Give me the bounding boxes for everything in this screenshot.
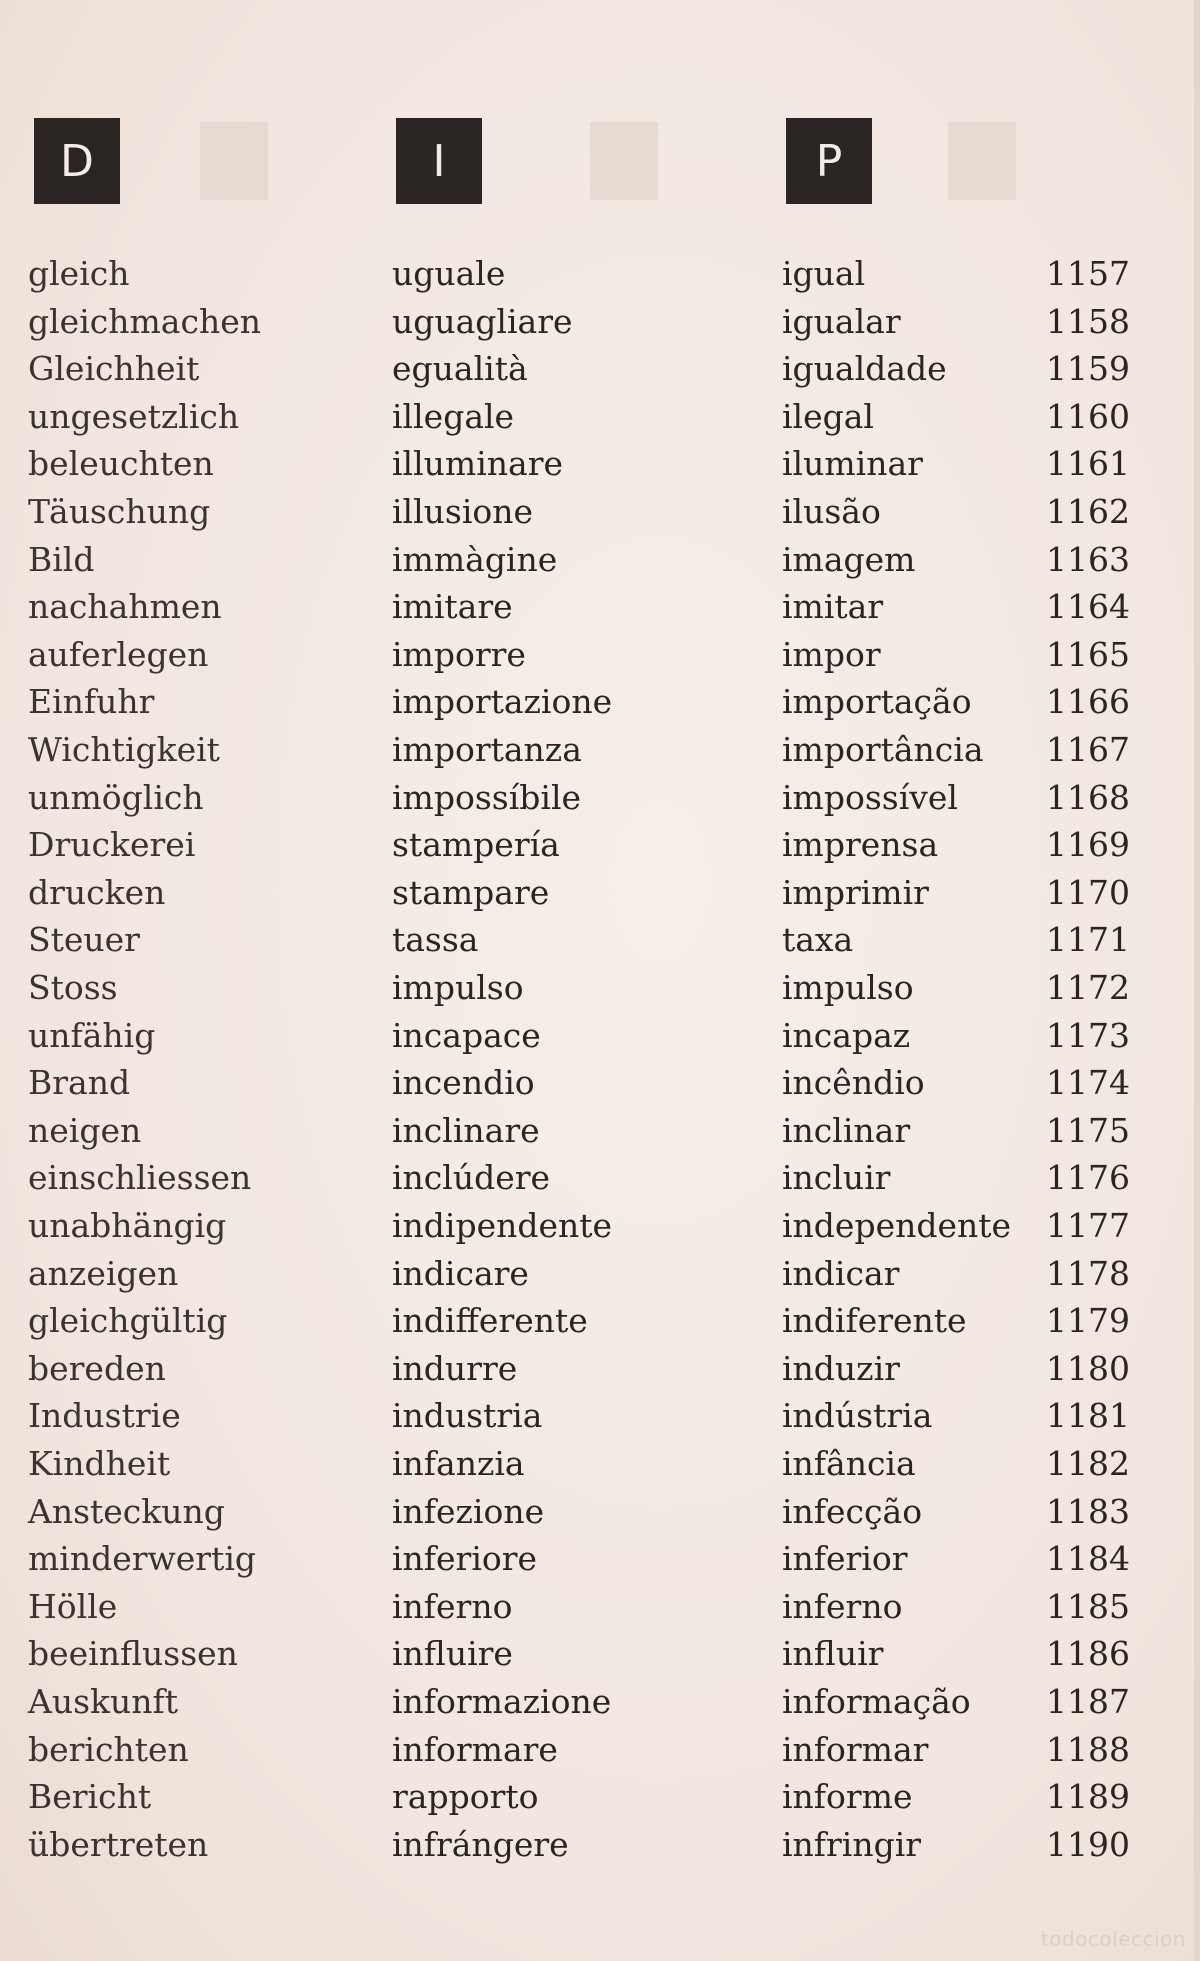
entry-german: drucken	[28, 872, 166, 912]
entry-number: 1177	[1046, 1206, 1130, 1245]
entry-italian: illuminare	[392, 444, 563, 484]
entry-row	[0, 1392, 1200, 1439]
entry-number: 1182	[1046, 1444, 1130, 1483]
entry-portuguese: incêndio	[782, 1063, 925, 1103]
entry-italian: stampería	[392, 825, 560, 865]
entry-italian: inferiore	[392, 1539, 538, 1579]
entry-german: unabhängig	[28, 1206, 227, 1245]
entry-number: 1167	[1046, 730, 1130, 769]
entry-portuguese: induzir	[782, 1348, 900, 1388]
entry-row	[0, 393, 1200, 440]
entry-german: anzeigen	[28, 1253, 179, 1293]
entry-number: 1176	[1046, 1158, 1130, 1198]
entry-row	[0, 1678, 1200, 1725]
entry-row	[0, 1726, 1200, 1773]
entry-number: 1183	[1046, 1491, 1130, 1531]
entry-portuguese: impulso	[782, 968, 914, 1007]
entry-german: minderwertig	[28, 1539, 257, 1579]
entry-italian: illusione	[392, 492, 534, 531]
entry-italian: indifferente	[392, 1301, 588, 1341]
entry-portuguese: indústria	[782, 1396, 933, 1436]
entry-portuguese: imitar	[782, 587, 884, 627]
entry-portuguese: imagem	[782, 539, 916, 579]
entry-number: 1186	[1046, 1634, 1130, 1674]
entry-german: beeinflussen	[28, 1634, 238, 1674]
entry-italian: informare	[392, 1729, 558, 1769]
watermark: todocoleccion	[1040, 1927, 1186, 1951]
entry-number: 1162	[1046, 492, 1130, 531]
entry-row	[0, 583, 1200, 630]
entry-italian: indicare	[392, 1253, 529, 1293]
entry-italian: imitare	[392, 587, 513, 627]
entry-number: 1161	[1046, 444, 1130, 484]
entry-number: 1185	[1046, 1586, 1130, 1626]
entry-german: Ansteckung	[28, 1491, 225, 1531]
entry-row	[0, 536, 1200, 583]
entry-italian: uguagliare	[392, 301, 573, 341]
entry-row	[0, 1012, 1200, 1059]
entry-row	[0, 1202, 1200, 1249]
entry-row	[0, 298, 1200, 345]
entry-row	[0, 726, 1200, 773]
column-header-italian	[396, 118, 482, 204]
entry-italian: inclinare	[392, 1110, 540, 1150]
entry-row	[0, 1107, 1200, 1154]
entry-german: auferlegen	[28, 634, 209, 674]
entry-portuguese: indiferente	[782, 1301, 967, 1341]
entry-italian: infezione	[392, 1491, 545, 1531]
entry-row	[0, 1773, 1200, 1820]
entry-portuguese: taxa	[782, 920, 854, 960]
entry-row	[0, 440, 1200, 487]
entry-italian: rapporto	[392, 1777, 539, 1817]
entry-row	[0, 631, 1200, 678]
entry-number: 1175	[1046, 1110, 1130, 1150]
entry-portuguese: incapaz	[782, 1015, 911, 1055]
entry-german: einschliessen	[28, 1158, 252, 1198]
entry-italian: uguale	[392, 254, 506, 293]
column-header-german-label: D	[60, 135, 94, 187]
entry-italian: influire	[392, 1634, 513, 1674]
entry-portuguese: incluir	[782, 1158, 891, 1198]
entry-italian: indipendente	[392, 1206, 613, 1245]
entry-row	[0, 1154, 1200, 1201]
entry-row	[0, 964, 1200, 1011]
entry-german: bereden	[28, 1348, 166, 1388]
entry-row	[0, 1630, 1200, 1677]
entry-german: Industrie	[28, 1396, 181, 1436]
entry-portuguese: inferno	[782, 1586, 903, 1626]
entry-row	[0, 1059, 1200, 1106]
entry-portuguese: impossível	[782, 777, 958, 817]
entry-portuguese: igual	[782, 254, 866, 293]
entry-italian: industria	[392, 1396, 543, 1436]
entry-german: Gleichheit	[28, 349, 200, 389]
entry-row	[0, 1250, 1200, 1297]
entry-number: 1180	[1046, 1348, 1130, 1388]
entry-german: nachahmen	[28, 587, 222, 627]
entry-number: 1169	[1046, 825, 1130, 865]
entry-number: 1170	[1046, 872, 1130, 912]
column-header-portuguese-label: P	[815, 135, 843, 187]
entry-portuguese: importância	[782, 730, 984, 769]
entry-portuguese: indicar	[782, 1253, 900, 1293]
entry-italian: indurre	[392, 1348, 518, 1388]
entry-italian: stampare	[392, 872, 550, 912]
entry-german: beleuchten	[28, 444, 214, 484]
entry-row	[0, 1583, 1200, 1630]
entry-german: übertreten	[28, 1824, 209, 1864]
entry-row	[0, 869, 1200, 916]
entry-german: gleichgültig	[28, 1301, 228, 1341]
entry-italian: impulso	[392, 968, 524, 1007]
entry-italian: egualità	[392, 349, 528, 389]
entry-german: unfähig	[28, 1015, 156, 1055]
entry-row	[0, 774, 1200, 821]
entry-row	[0, 1297, 1200, 1344]
entry-number: 1189	[1046, 1777, 1130, 1817]
entry-german: unmöglich	[28, 777, 204, 817]
entry-row	[0, 678, 1200, 725]
entry-german: Stoss	[28, 968, 118, 1007]
entry-italian: incapace	[392, 1015, 541, 1055]
entry-number: 1181	[1046, 1396, 1130, 1436]
entry-number: 1184	[1046, 1539, 1130, 1579]
entry-italian: impossíbile	[392, 777, 582, 817]
entry-italian: illegale	[392, 396, 515, 436]
entry-number: 1168	[1046, 777, 1130, 817]
entry-german: berichten	[28, 1729, 189, 1769]
entry-portuguese: iluminar	[782, 444, 923, 484]
entry-portuguese: infecção	[782, 1491, 923, 1531]
entry-german: Kindheit	[28, 1444, 171, 1483]
entry-number: 1190	[1046, 1824, 1130, 1864]
entry-portuguese: inclinar	[782, 1110, 911, 1150]
entry-portuguese: infringir	[782, 1824, 922, 1864]
entry-portuguese: informar	[782, 1729, 929, 1769]
entry-row	[0, 821, 1200, 868]
entry-row	[0, 1345, 1200, 1392]
entry-portuguese: informe	[782, 1777, 913, 1817]
entry-number: 1172	[1046, 968, 1130, 1007]
entry-portuguese: influir	[782, 1634, 884, 1674]
entry-german: Wichtigkeit	[28, 730, 220, 769]
entry-german: neigen	[28, 1110, 142, 1150]
entry-portuguese: imprimir	[782, 872, 929, 912]
entry-number: 1178	[1046, 1253, 1130, 1293]
entry-german: gleich	[28, 254, 130, 293]
entry-italian: imporre	[392, 634, 526, 674]
entry-italian: inferno	[392, 1586, 513, 1626]
entry-row	[0, 1535, 1200, 1582]
entry-row	[0, 345, 1200, 392]
entry-italian: importanza	[392, 730, 582, 769]
entry-german: Bild	[28, 539, 95, 579]
entry-portuguese: ilusão	[782, 492, 881, 531]
entry-number: 1164	[1046, 587, 1130, 627]
entry-german: Täuschung	[28, 492, 211, 531]
entry-portuguese: independente	[782, 1206, 1012, 1245]
entry-italian: incendio	[392, 1063, 535, 1103]
entry-row	[0, 1488, 1200, 1535]
entry-german: Auskunft	[28, 1682, 178, 1721]
show-through-box	[948, 122, 1016, 200]
entry-number: 1159	[1046, 349, 1130, 389]
entry-german: Hölle	[28, 1586, 118, 1626]
entry-italian: tassa	[392, 920, 479, 960]
entry-number: 1179	[1046, 1301, 1130, 1341]
entry-number: 1166	[1046, 682, 1130, 722]
entry-italian: infrángere	[392, 1824, 569, 1864]
entry-number: 1174	[1046, 1063, 1130, 1103]
entry-italian: infanzia	[392, 1444, 525, 1483]
show-through-box	[200, 122, 268, 200]
entry-portuguese: igualdade	[782, 349, 947, 389]
entry-german: Brand	[28, 1063, 131, 1103]
entry-number: 1173	[1046, 1015, 1130, 1055]
entry-german: Einfuhr	[28, 682, 155, 722]
entry-german: ungesetzlich	[28, 396, 240, 436]
entry-row	[0, 1821, 1200, 1868]
entry-italian: informazione	[392, 1682, 612, 1721]
entry-number: 1157	[1046, 254, 1130, 293]
entry-number: 1187	[1046, 1682, 1130, 1721]
entry-portuguese: importação	[782, 682, 972, 722]
entry-italian: importazione	[392, 682, 613, 722]
entry-italian: immàgine	[392, 539, 558, 579]
entry-portuguese: igualar	[782, 301, 901, 341]
entry-portuguese: infância	[782, 1444, 916, 1483]
column-header-portuguese	[786, 118, 872, 204]
page-edge	[1194, 0, 1200, 1961]
entry-italian: inclúdere	[392, 1158, 551, 1198]
entry-row	[0, 488, 1200, 535]
entry-number: 1160	[1046, 396, 1130, 436]
entry-number: 1163	[1046, 539, 1130, 579]
entry-row	[0, 1440, 1200, 1487]
entry-number: 1171	[1046, 920, 1130, 960]
entry-portuguese: imprensa	[782, 825, 939, 865]
entry-portuguese: impor	[782, 634, 881, 674]
entry-number: 1158	[1046, 301, 1130, 341]
entry-number: 1188	[1046, 1729, 1130, 1769]
entry-portuguese: inferior	[782, 1539, 908, 1579]
entry-number: 1165	[1046, 634, 1130, 674]
entry-german: Druckerei	[28, 825, 196, 865]
column-header-german	[34, 118, 120, 204]
entry-portuguese: ilegal	[782, 396, 874, 436]
entry-row	[0, 916, 1200, 963]
entry-german: gleichmachen	[28, 301, 261, 341]
entry-row	[0, 250, 1200, 297]
show-through-box	[590, 122, 658, 200]
entry-german: Steuer	[28, 920, 140, 960]
entry-portuguese: informação	[782, 1682, 971, 1721]
column-header-italian-label: I	[432, 135, 446, 187]
entry-german: Bericht	[28, 1777, 152, 1817]
